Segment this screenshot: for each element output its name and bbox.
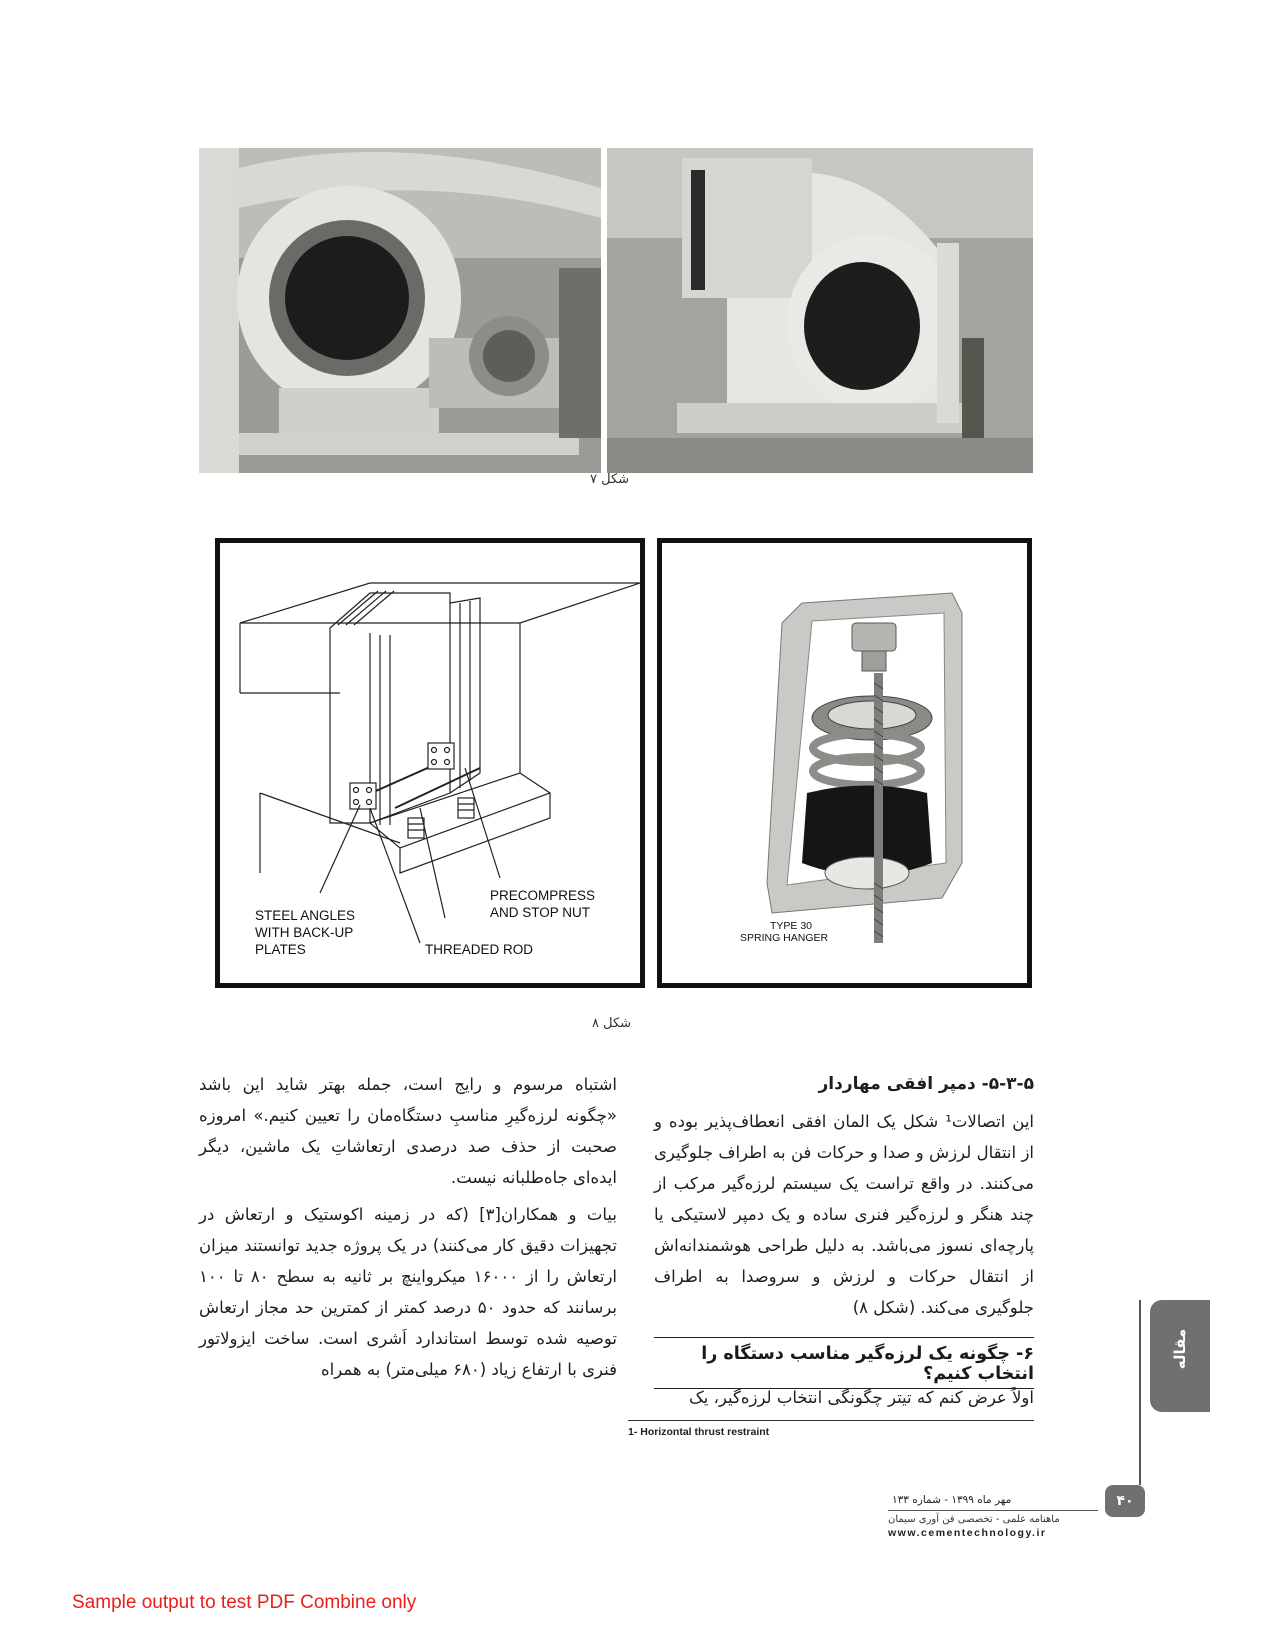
left-paragraph-1: اشتباه مرسوم و رایج است، جمله بهتر شاید این باشد «چگونه لرزه‌گیرِ مناسبِ دستگاه‌مان را تعیین کنیم.» امروزه صحبت از حذف صد درصدی ارتعاشاتِ یک ماشین، دیگر ایده‌ای جاه‌طلبانه نیست. — [199, 1075, 617, 1187]
label-type: TYPE 30 — [770, 920, 813, 932]
label-plates: PLATES — [255, 942, 306, 957]
label-precompress: PRECOMPRESS — [490, 888, 596, 903]
section-heading-5-3-5: ۵-۳-۵- دمپر افقی مهاردار — [818, 1074, 1034, 1094]
spring-hanger-diagram — [657, 538, 1032, 988]
right-paragraph: این اتصالات¹ شکل یک المان افقی انعطاف‌پذیر بوده و از انتقال لرزش و صدا و حرکات فن به اطراف جلوگیری می‌کنند. در واقع تراست یک سیستم لرزه‌گیر مرکب از چند هنگر و لرزه‌گیر فنری ساده و یک دمپر لاستیکی یا پارچه‌ای نسوز می‌باشد. به دلیل طراحی هوشمندانه‌اش از انتقال حرکات و لرزش و سروصدا به اطراف جلوگیری می‌کند. (شکل ۸) — [654, 1112, 1035, 1317]
watermark: Sample output to test PDF Combine only — [72, 1592, 417, 1613]
thrust-restraint-diagram — [215, 538, 645, 988]
label-back-up: WITH BACK-UP — [255, 925, 354, 940]
label-steel-angles: STEEL ANGLES — [255, 908, 356, 923]
footer-url: www.cementechnology.ir — [888, 1527, 1047, 1539]
section-heading-6: ۶- چگونه یک لرزه‌گیر مناسب دستگاه را انتخاب کنیم؟ — [654, 1337, 1034, 1389]
section-side-tab — [1150, 1300, 1210, 1412]
right-column — [654, 1069, 1034, 1329]
side-tab-label: مقاله — [1171, 1328, 1189, 1370]
fan-motor-photo — [199, 148, 601, 473]
page-number: ۴۰ — [1105, 1485, 1145, 1517]
footnote-rule — [628, 1420, 1034, 1421]
footer-rule — [888, 1510, 1098, 1511]
side-tab-rule — [1139, 1300, 1141, 1485]
left-column — [199, 1069, 617, 1391]
footer-journal: ماهنامه علمی - تخصصی فن آوری سیمان — [888, 1514, 1060, 1525]
large-fan-photo — [607, 148, 1033, 473]
left-paragraph-2: بیات و همکاران[۳] (که در زمینه اکوستیک و ارتعاش در تجهیزات دقیق کار می‌کنند) در یک پروژه جدید توانستند میزان ارتعاش را از ۱۶۰۰۰ میکرواینچ بر ثانیه به سطح ۸۰ تا ۱۰۰ برسانند که حدود ۵۰ درصد کمتر از کمترین حد مجاز ارتعاش توصیه شده توسط استاندارد اَشری است. ساخت ایزولاتور فنری با ارتفاع زیاد (۶۸۰ میلی‌متر) به همراه — [199, 1205, 617, 1379]
figure-8-caption: شکل ۸ — [592, 1016, 632, 1031]
right-column-continued — [654, 1382, 1034, 1419]
footnote: 1- Horizontal thrust restraint — [628, 1426, 770, 1438]
label-spring-hanger: SPRING HANGER — [740, 932, 829, 944]
footer-issue: مهر ماه ۱۳۹۹ - شماره ۱۳۳ — [892, 1494, 1012, 1506]
label-stop-nut: AND STOP NUT — [490, 905, 591, 920]
figure-7-caption: شکل ۷ — [590, 472, 630, 487]
label-threaded-rod: THREADED ROD — [425, 942, 534, 957]
right-paragraph-2: اولاً عرض کنم که تیتر چگونگی انتخاب لرزه‌گیر، یک — [688, 1388, 1034, 1407]
